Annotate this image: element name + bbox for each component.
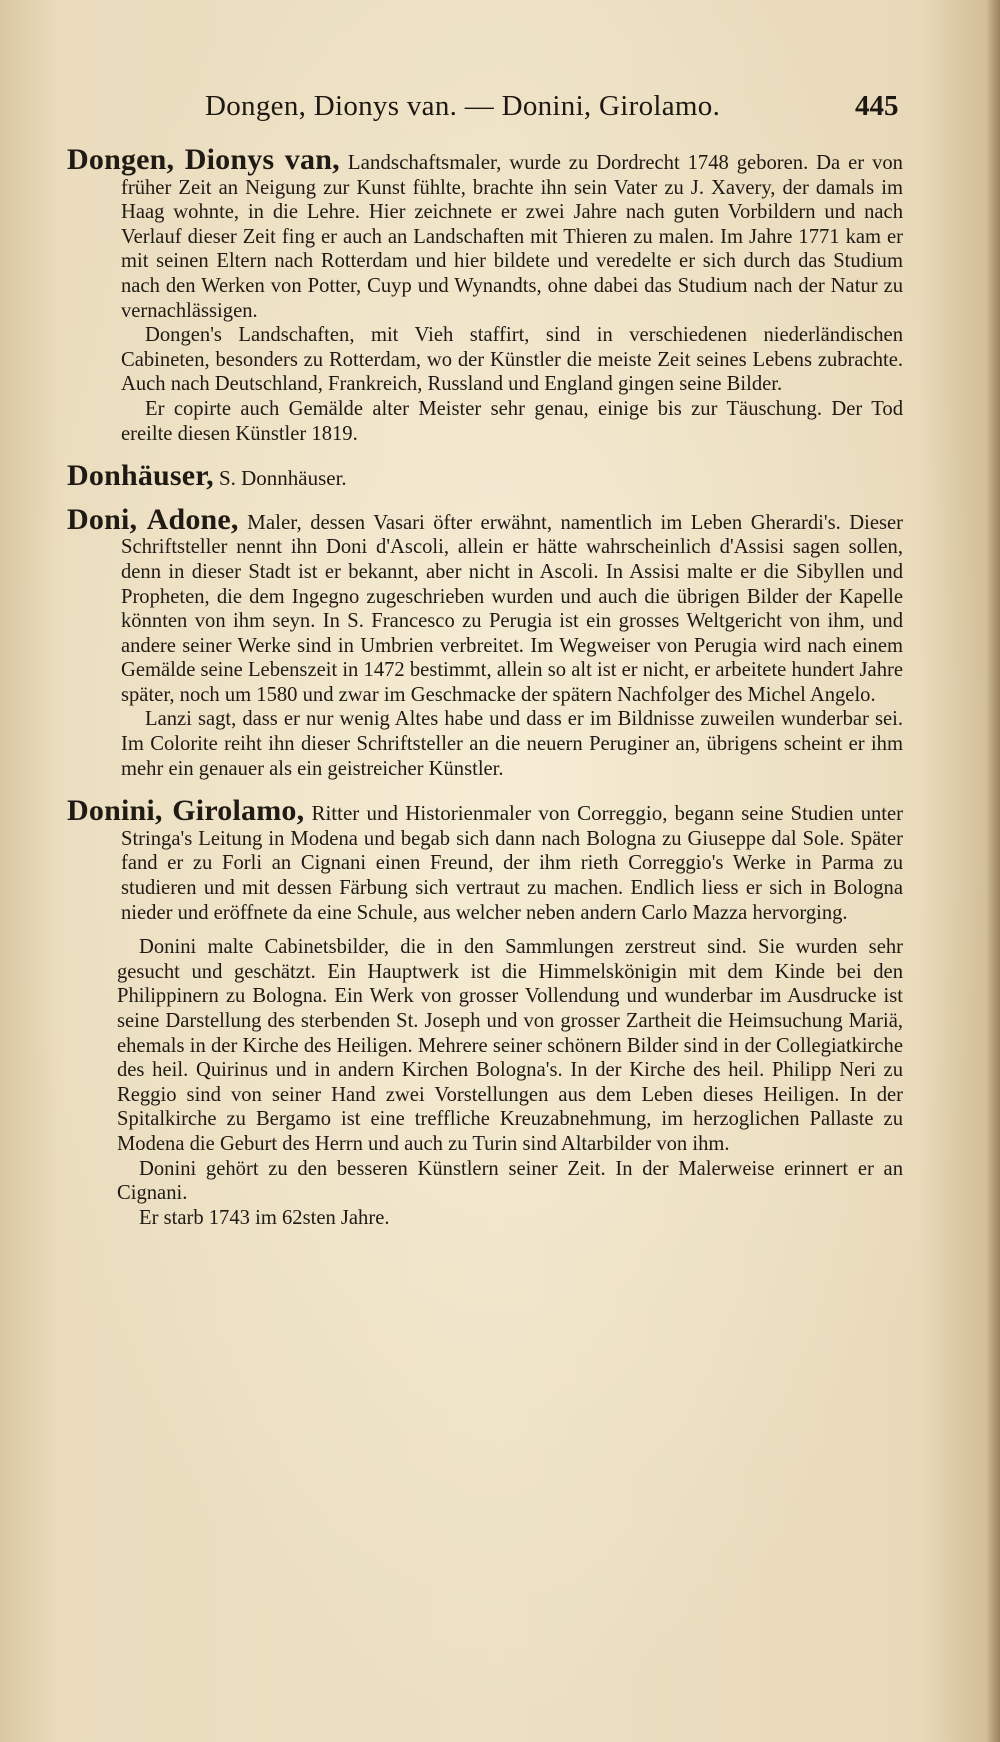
dictionary-content <box>67 143 904 1248</box>
entry-headword: Donini, Girolamo, <box>67 794 305 828</box>
entry-donhaeuser <box>67 459 903 493</box>
entry-dongen <box>67 143 903 446</box>
entry-paragraph: Dongen's Landschaften, mit Vieh staffirt, sind in verschiedenen niederländischen Cabineten, besonders zu Rotterdam, wo der Künstler die meiste Zeit seines Lebens zubrachte. Auch nach Deutschland, Frankreich, Russland und England gingen seine Bilder. <box>121 324 903 396</box>
entry-text: wurde zu Dordrecht 1748 geboren. Da er von früher Zeit an Neigung zur Kunst fühlte, brachte ihn sein Vater zu J. Xavery, der damals im Haag wohnte, in die Lehre. Hier zeichnete er zwei Jahre nach guten Vorbildern und nach Verlauf dieser Zeit fing er auch an Landschaften mit Thieren zu malen. Im Jahre 1771 kam er mit seinen Eltern nach Rotterdam und hier bildete und veredelte er sich durch das Studium nach den Werken von Potter, Cuyp und Wynandts, ohne dabei das Studium nach der Natur zu vernachlässigen. <box>121 152 903 322</box>
page-header <box>0 90 1000 130</box>
entry-text: dessen Vasari öfter erwähnt, namentlich im Leben Gherardi's. Dieser Schriftsteller nennt ihn Doni d'Ascoli, allein er hätte wahrscheinlich d'Assisi sagen sollen, denn in dieser Stadt ist er bekannt, aber nicht in Ascoli. In Assisi malte er die Sibyllen und Propheten, die dem Ingegno zugeschrieben wurden und auch die übrigen Bilder der Kapelle könnten von ihm seyn. In S. Francesco zu Perugia ist ein grosses Weltgericht von ihm, und andere seiner Werke sind in Umbrien verbreitet. Im Wegweiser von Perugia wird nach einem Gemälde seine Lebenszeit in 1472 bestimmt, allein so alt ist er nicht, er arbeitete hundert Jahre später, noch um 1580 und zwar im Geschmacke der spätern Nachfolger des Michel Angelo. <box>121 511 904 706</box>
entry-headword: Dongen, Dionys van, <box>67 143 340 176</box>
entry-paragraph: Er starb 1743 im 62sten Jahre. <box>139 1206 390 1229</box>
entry-paragraph: Donini malte Cabinetsbilder, die in den Sammlungen zerstreut sind. Sie wurden sehr gesucht und geschätzt. Ein Hauptwerk ist die Himmelskönigin mit dem Kinde bei den Philippinern zu Bologna. Ein Werk von grosser Vollendung und wunderbar im Ausdrucke ist seine Darstellung des sterbenden St. Joseph und von grosser Zartheit die Heimsuchung Mariä, ehemals in der Kirche des Heiligen. Mehrere seiner schönern Bilder sind in der Collegiatkirche des heil. Quirinus und in andern Kirchen Bologna's. In der Kirche des heil. Philipp Neri zu Reggio sind von seiner Hand zwei Vorstellungen aus dem Leben dieses Heiligen. In der Spitalkirche zu Bergamo ist eine treffliche Kreuzabnehmung, im herzoglichen Pallaste zu Modena die Geburt des Herrn und auch zu Turin sind Altarbilder von ihm. <box>117 936 903 1155</box>
page-gutter-shadow <box>986 0 1000 1742</box>
entry-descriptor: Landschaftsmaler, <box>347 150 502 174</box>
entry-headword: Doni, Adone, <box>67 502 239 536</box>
entry-headword: Donhäuser, <box>67 459 214 493</box>
entry-descriptor: Ritter und Historienmaler von Correggio, <box>311 801 668 826</box>
entry-paragraph <box>67 502 904 708</box>
entry-paragraph: Er copirte auch Gemälde alter Meister sehr genau, einige bis zur Täuschung. Der Tod ereilte diesen Künstler 1819. <box>121 397 903 445</box>
entry-doni-adone <box>67 502 904 782</box>
entry-descriptor: Maler, <box>247 509 302 534</box>
paragraph-gap <box>67 925 903 935</box>
running-head: Dongen, Dionys van. — Donini, Girolamo. <box>205 90 721 122</box>
entry-cross-reference: S. Donnhäuser. <box>218 466 347 491</box>
entry-text: begann seine Studien unter Stringa's Leitung in Modena und begab sich dann nach Bologna zu Giuseppe dal Sole. Später fand er zu Forli an Cignani einen Freund, der ihm rieth Correggio's Werke in Parma zu studieren und mit dessen Färbung sich vertraut zu machen. Endlich liess er sich in Bologna nieder und eröffnete da eine Schule, aus welcher neben andern Carlo Mazza hervorging. <box>121 803 904 924</box>
page-number: 445 <box>855 90 899 122</box>
entry-paragraph: Lanzi sagt, dass er nur wenig Altes habe und dass er im Bildnisse zuweilen wunderbar sei. Im Colorite reiht ihn dieser Schriftsteller an die neuern Peruginer an, übrigens scheint er ihm mehr ein genauer als ein geistreicher Künstler. <box>121 708 903 780</box>
entry-donini-girolamo <box>67 794 904 1230</box>
entry-paragraph <box>67 794 904 925</box>
entry-paragraph <box>67 459 903 493</box>
entry-paragraph <box>67 143 903 323</box>
entry-paragraph: Donini gehört zu den besseren Künstlern seiner Zeit. In der Malerweise erinnert er an Cignani. <box>117 1157 903 1205</box>
